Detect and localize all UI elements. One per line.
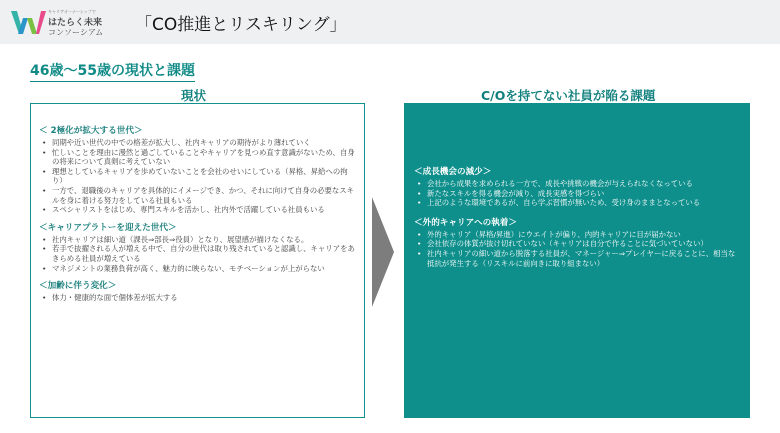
chevron-right-arrow-icon xyxy=(372,197,394,307)
consortium-logo xyxy=(10,6,130,40)
logo-tagline: キャリアオーナーシップで xyxy=(48,9,96,14)
group-aging xyxy=(39,281,356,303)
list-item: • 外的キャリア（昇格/昇進）にウエイトが偏り、内的キャリアに目が届かない xyxy=(417,229,681,239)
list-item: • マネジメントの業務負荷が高く、魅力的に映らない、モチベーションが上がらない xyxy=(42,263,325,273)
bullet-list xyxy=(414,179,740,208)
bullet-list xyxy=(39,138,356,215)
group-fewer-growth-opportunities xyxy=(414,167,740,208)
issues-panel xyxy=(404,103,750,418)
list-item: • 体力・健康的な面で個体差が拡大する xyxy=(42,293,178,303)
group-polarization xyxy=(39,126,356,215)
bullet-list xyxy=(39,235,356,273)
list-item: • 新たなスキルを得る機会が減り、成長実感を得づらい xyxy=(417,188,605,198)
list-item: • スペシャリストをはじめ、専門スキルを活かし、社内外で活躍している社員もいる xyxy=(42,205,325,215)
current-status-panel xyxy=(30,103,365,418)
list-item: • 一方で、退職後のキャリアを具体的にイメージでき、かつ、それに向けて自身の必要なスキルを身に着ける努力をしている社員もいる xyxy=(42,185,355,205)
list-item: • 会社から成果を求められる一方で、成長や挑戦の機会が与えられなくなっている xyxy=(417,179,693,188)
list-item: • 理想としているキャリアを歩めていないことを会社のせいにしている（昇格、昇給への拘り） xyxy=(42,166,348,186)
group-title: ＜ 2極化が拡大する世代＞ xyxy=(39,126,143,136)
w-logo-icon xyxy=(10,8,46,36)
list-item: • 会社依存の体質が抜け切れていない（キャリアは自分で作ることに気づいていない） xyxy=(417,239,708,249)
list-item: • 同期や近い世代の中での格差が拡大し、社内キャリアの期待がより薄れていく xyxy=(42,138,311,147)
section-title: 46歳〜55歳の現状と課題 xyxy=(30,60,195,82)
list-item: • 上記のような環境であるが、自ら学ぶ習慣が無いため、受け身のままとなっている xyxy=(417,198,701,208)
group-title: ＜キャリアプラトーを迎えた世代＞ xyxy=(39,222,177,233)
left-column-heading: 現状 xyxy=(181,88,207,103)
group-external-career-attachment xyxy=(414,218,740,268)
page-title: 「CO推進とリスキリング」 xyxy=(135,15,347,35)
header-bar xyxy=(0,0,780,44)
list-item: • 忙しいことを理由に漫然と過ごしていることやキャリアを見つめ直す意識がないため、自身の将来について真剣に考えていない xyxy=(42,147,355,167)
list-item: • 若手で抜擢される人が増える中で、自分の世代は取り残されていると認識し、キャリアをあきらめる社員が増えている xyxy=(42,244,355,263)
group-career-plateau xyxy=(39,223,356,273)
list-item: • 社内キャリアは細い道（課長⇒部長⇒役員）となり、展望感が描けなくなる。 xyxy=(42,234,309,244)
bullet-list xyxy=(39,293,356,303)
logo-name-line1: はたらく未来 xyxy=(48,18,103,28)
group-title: ＜加齢に伴う変化＞ xyxy=(39,281,117,292)
list-item: • 社内キャリアの細い道から脱落する社員が、マネージャー⇒プレイヤーに戻ることに、相当な抵抗が発生する（リスキルに前向きに取り組まない） xyxy=(417,248,736,268)
bullet-list xyxy=(414,230,740,268)
group-title: ＜成長機会の減少＞ xyxy=(414,167,492,177)
group-title: ＜外的キャリアへの執着＞ xyxy=(414,217,517,228)
logo-name-line2: コンソーシアム xyxy=(48,28,104,37)
right-column-heading: C/Oを持てない社員が陥る課題 xyxy=(481,88,656,103)
